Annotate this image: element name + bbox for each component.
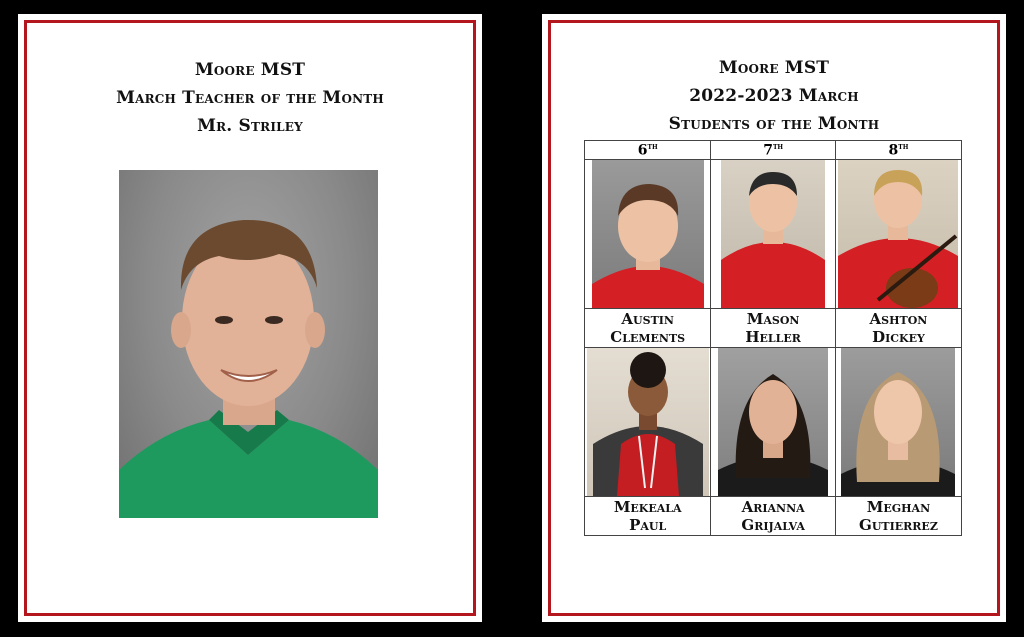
students-title-block [542, 54, 1006, 138]
photo-row-2 [585, 348, 962, 497]
school-name: Moore MST [194, 60, 306, 80]
student-photo-mekeala [587, 348, 709, 496]
grade-6-header: 6th [585, 141, 711, 160]
students-table [584, 140, 962, 536]
name-row-2 [585, 497, 962, 536]
students-of-month-sheet [542, 14, 1006, 622]
award-title: March Teacher of the Month [116, 88, 384, 108]
grade-8-header: 8th [835, 141, 961, 160]
grade-7-header: 7th [711, 141, 836, 160]
teacher-of-month-sheet [18, 14, 482, 622]
student-photo-austin [592, 160, 704, 308]
student-photo-meghan [841, 348, 955, 496]
student-name-austin: Austin Clements [585, 309, 711, 348]
name-row-1 [585, 309, 962, 348]
student-photo-mason [721, 160, 825, 308]
photo-row-1 [585, 160, 962, 309]
school-name: Moore MST [718, 58, 830, 78]
student-name-ashton: Ashton Dickey [835, 309, 961, 348]
teacher-name: Mr. Striley [197, 116, 303, 136]
student-name-meghan: Meghan Gutierrez [835, 497, 961, 536]
teacher-title-block [18, 56, 482, 140]
student-name-mason: Mason Heller [711, 309, 836, 348]
school-year-month: 2022-2023 March [689, 86, 859, 106]
student-name-arianna: Arianna Grijalva [711, 497, 836, 536]
student-name-mekeala: Mekeala Paul [585, 497, 711, 536]
grade-header-row [585, 141, 962, 160]
student-photo-arianna [718, 348, 828, 496]
teacher-photo [119, 170, 378, 518]
award-title: Students of the Month [668, 114, 880, 134]
student-photo-ashton [838, 160, 958, 308]
